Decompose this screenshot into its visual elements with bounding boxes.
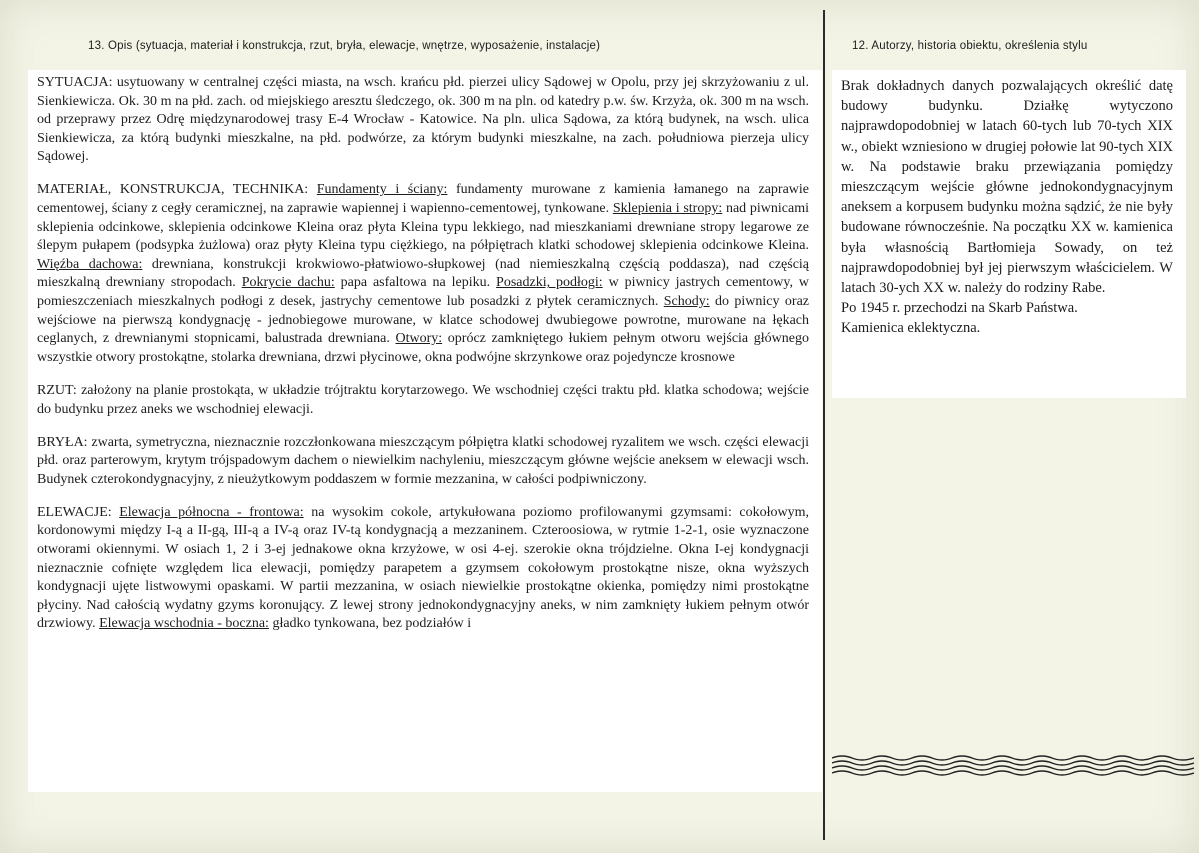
subheading-wiezba: Więźba dachowa: — [37, 256, 143, 272]
text-fundamenty: fundamenty murowane z kamienia łamanego na zaprawie cementowej, ściany z cegły ceramicznej, na zaprawie wapiennej i wapienno-cementowej, tynkowane. — [37, 182, 810, 217]
text-schody: do piwnicy oraz wejściowe na pierwszą kondygnację - jednobiegowe murowane, w klatce schodowej dwubiegowe powrotne, murowane na łękach ceglanych, z drewnianymi stopnicami, balustrada drewniana. — [37, 294, 809, 347]
history-column — [841, 76, 1173, 339]
material-paragraph — [37, 181, 809, 367]
style-line: Kamienica eklektyczna. — [841, 320, 981, 337]
subheading-elewacja-wschodnia: Elewacja wschodnia - boczna: — [99, 616, 269, 632]
rzut-paragraph: RZUT: założony na planie prostokąta, w układzie trójtraktu korytarzowego. We wschodniej części traktu płd. klatka schodowa; wejście do budynku przez aneks we wschodniej elewacji. — [37, 382, 809, 417]
subheading-otwory: Otwory: — [395, 331, 443, 347]
subheading-fundamenty: Fundamenty i ściany: — [316, 182, 448, 198]
text-elewacja-wschodnia: gładko tynkowana, bez podziałów i — [268, 616, 472, 632]
subheading-elewacja-polnocna: Elewacja północna - frontowa: — [119, 504, 304, 520]
column-divider — [823, 10, 825, 840]
elewacje-paragraph — [37, 504, 809, 634]
text-otwory: oprócz zamkniętego łukiem pełnym otworu wejścia głównego wszystkie otwory prostokątne, stolarka drewniana, drzwi płycinowe, okna podwójne skrzynkowe oraz pojedyncze krosnowe — [37, 331, 809, 365]
history-paragraph: Brak dokładnych danych pozwalających określić datę budowy budynku. Działkę wytyczono najprawdopodobniej w latach 60-tych lub 70-tych XIX w., obiekt wzniesiono w drugiej połowie lat 90-tych XIX w. Na podstawie braku przewiązania pomiędzy mieszczącym wejście główne jednokondygnacyjnym aneksem a korpusem budynku można sądzić, że nie były budowane równocześnie. Na początku XX w. kamienica była własnością Bartłomieja Sowady, on też najprawdopodobniej był jej pierwszym właścicielem. W latach 30-ych XX w. należy do rodziny Rabe. — [841, 78, 1173, 297]
text-pokrycie: papa asfaltowa na lepiku. — [334, 275, 497, 291]
text-elewacja-polnocna: na wysokim cokole, artykułowana poziomo profilowanymi gzymsami: cokołowym, kordonowymi między I-ą a II-gą, III-ą a IV-ą oraz IV-tą kondygnacją a mezzaninem. Czteroosiowa, w rytmie 1-2-1, osie wyznaczone otworami okiennymi. W osiach 1, 2 i 3-ej jednakowe okna krzyżowe, w osi 4-ej. szerokie okna trójdzielne. Okna I-ej kondygnacji nieznacznie cofnięte względem lica elewacji, pomiędzy parapetem a gzymsem cokołowym prostokątne nisze, okna wyższych kondygnacji ujęte listwowymi opaskami. W partii mezzanina, w osiach niewielkie prostokątne okienka, pomiędzy nimi prostokątne płyciny. Nad całością wydatny gzyms koronujący. Z lewej strony jednokondygnacyjny aneks, w nim zamknięty łukiem pełnym otwór drzwiowy. — [37, 504, 809, 632]
text-sklepienia: nad piwnicami sklepienia odcinkowe, sklepienia odcinkowe Kleina oraz płyta Kleina typu lekkiego, nad mieszkaniami drewniane stropy legarowe ze ślepym pułapem (podsypka żużlowa) oraz płyty Kleina typu ciężkiego, na półpiętrach klatki schodowej sklepienia odcinkowe Kleina. — [37, 201, 809, 254]
subheading-sklepienia: Sklepienia i stropy: — [612, 201, 723, 217]
material-intro: MATERIAŁ, KONSTRUKCJA, TECHNIKA: — [37, 182, 317, 198]
wavy-crossout-lines — [832, 752, 1194, 778]
text-wiezba: drewniana, konstrukcji krokwiowo-płatwiowo-słupkowej (nad niemieszkalną częścią poddasza), nad częścią mieszkalną drewniany stropodach. — [37, 256, 810, 291]
section-13-header: 13. Opis (sytuacja, materiał i konstrukcja, rzut, bryła, elewacje, wnętrze, wyposażenie, instalacje) — [88, 40, 601, 52]
sytuacja-paragraph: SYTUACJA: usytuowany w centralnej części miasta, na wsch. krańcu płd. pierzei ulicy Sądowej w Opolu, przy jej skrzyżowaniu z ul. Sienkiewicza. Ok. 30 m na płd. zach. od miejskiego aresztu śledczego, ok. 300 m na pln. od katedry p.w. św. Krzyża, ok. 300 m na wsch. od przeprawy przez Odrę międzynarodowej trasy E-4 Wrocław - Katowice. Na pln. ulica Sądowa, za którą budynek, na wsch. ulica Sienkiewicza, za którą budynki mieszkalne, na płd. podwórze, za którym budynki mieszkalne, na zach. południowa pierzeja ulicy Sądowej. — [37, 75, 809, 165]
subheading-schody: Schody: — [663, 294, 710, 310]
section-12-header: 12. Autorzy, historia obiektu, określenia stylu — [852, 40, 1088, 52]
text-posadzki: w piwnicy jastrych cementowy, w pomieszczeniach mieszkalnych podłogi z desek, jastrychy cementowe lub posadzki z płytek ceramicznych. — [37, 275, 809, 310]
subheading-pokrycie: Pokrycie dachu: — [241, 275, 335, 291]
post-1945-line: Po 1945 r. przechodzi na Skarb Państwa. — [841, 300, 1078, 317]
bryla-paragraph: BRYŁA: zwarta, symetryczna, nieznacznie rozczłonkowana mieszczącym półpiętra klatki schodowej ryzalitem we wsch. części elewacji płd. oraz parterowym, krytym trójspadowym dachem o niewielkim nachyleniu, mieszczącym główne wejście aneksem w elewacji wsch. Budynek czterokondygnacyjny, z nieużytkowym poddaszem w formie mezzanina, w całości podpiwniczony. — [37, 434, 809, 487]
description-column — [37, 74, 809, 649]
subheading-posadzki: Posadzki, podłogi: — [496, 275, 603, 291]
elewacje-intro: ELEWACJE: — [37, 504, 120, 520]
